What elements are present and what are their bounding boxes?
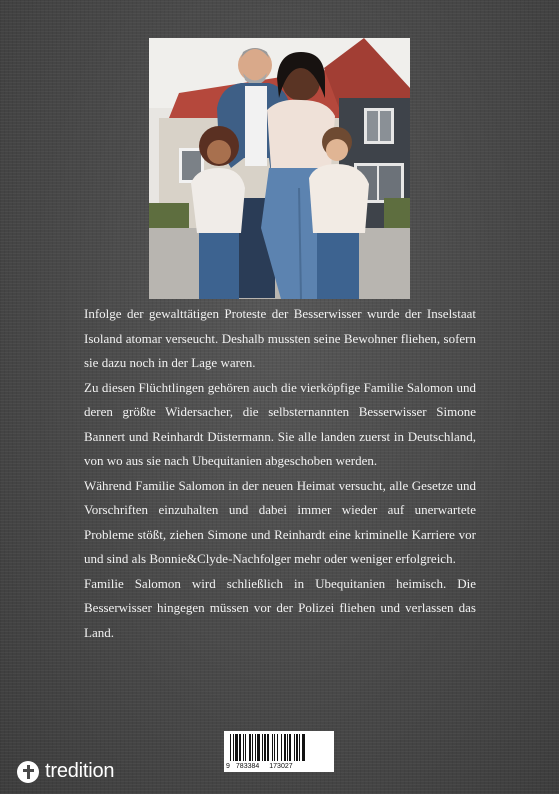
barcode-digit-group2: 173027: [269, 763, 293, 770]
blurb-paragraph: Familie Salomon wird schließlich in Ubequitanien heimisch. Die Besserwisser hingegen müssen vor der Polizei fliehen und verlassen das Land.: [84, 575, 476, 640]
family-photo-image: [149, 38, 410, 299]
publisher-logo: [17, 760, 114, 783]
publisher-name: tredition: [45, 760, 115, 782]
barcode-digit-group1: 783384: [235, 763, 260, 770]
blurb-paragraph: Während Familie Salomon in der neuen Heimat versucht, alle Gesetze und Vorschriften einzuhalten und dabei immer wieder auf unerwartete Probleme stößt, ziehen Simone und Reinhardt eine kriminelle Karriere vor und sind als Bonnie&Clyde-Nachfolger mehr oder weniger erfolgreich.: [84, 477, 476, 566]
isbn-barcode: [224, 731, 334, 772]
tredition-logo-icon: [17, 761, 39, 783]
blurb-paragraph: Infolge der gewalttätigen Proteste der Besserwisser wurde der Inselstaat Isoland atomar verseucht. Deshalb mussten seine Bewohner fliehen, sofern sie dazu noch in der Lage waren.: [84, 306, 476, 370]
barcode-digit-first: 9: [226, 763, 230, 770]
barcode-digits: [224, 761, 334, 771]
blurb-paragraph: Zu diesen Flüchtlingen gehören auch die vierköpfige Familie Salomon und deren größte Widersacher, die selbsternannten Besserwisser Simone Bannert und Reinhardt Düstermann. Sie alle landen zuerst in Deutschland, von wo aus sie nach Ubequitanien abgeschoben werden.: [84, 379, 476, 468]
cover-photo: [149, 38, 410, 299]
back-cover-blurb: [84, 302, 476, 645]
